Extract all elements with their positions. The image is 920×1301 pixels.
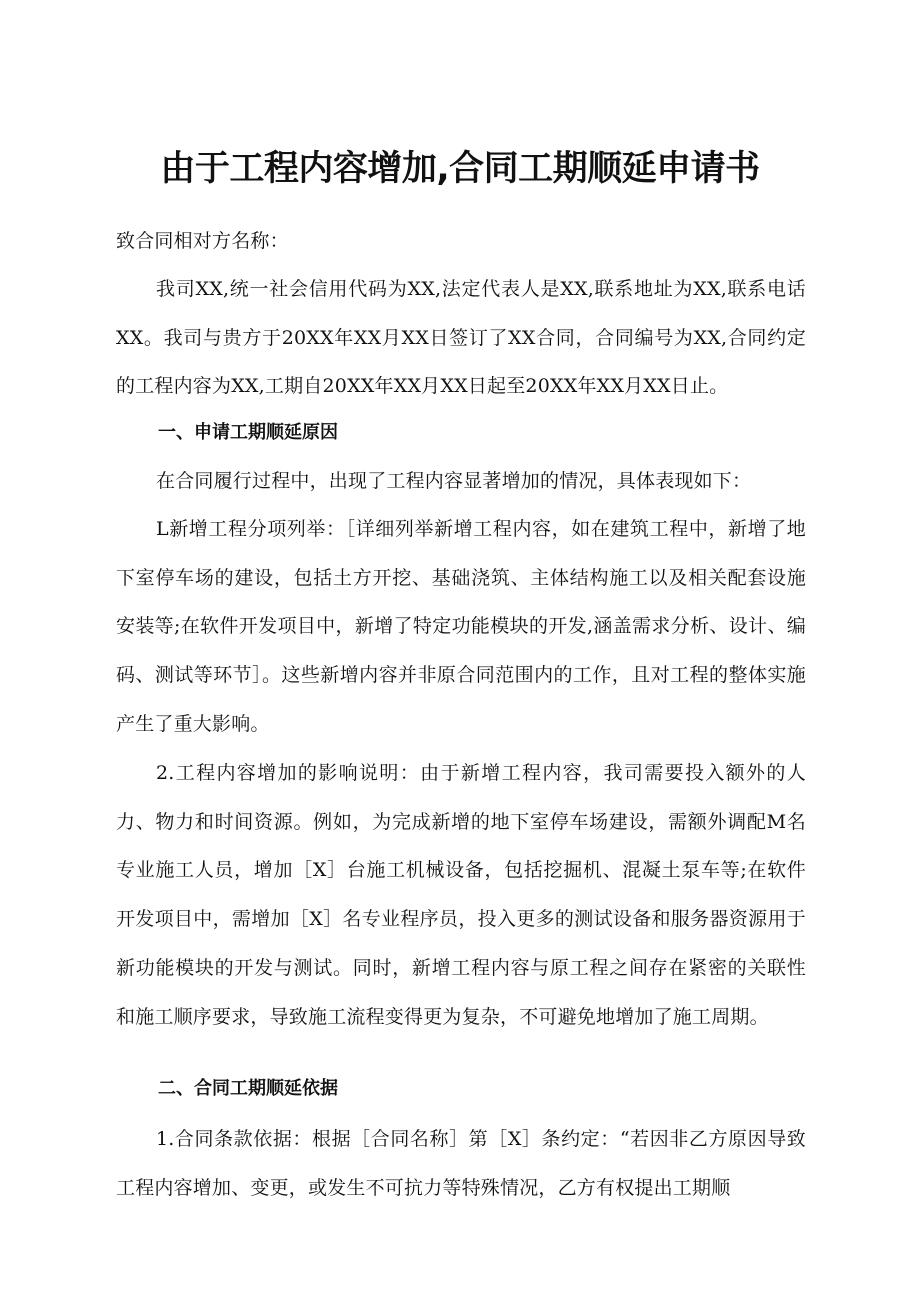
intro-paragraph: 我司XX,统一社会信用代码为XX,法定代表人是XX,联系地址为XX,联系电话XX。我司与贵方于20XX年XX月XX日签订了XX合同，合同编号为XX,合同约定的工程内容为XX,工期自20XX年XX月XX日起至20XX年XX月XX日止。 <box>116 278 806 398</box>
document-title: 由于工程内容增加,合同工期顺延申请书 <box>160 149 760 190</box>
section1-item2: 2.工程内容增加的影响说明：由于新增工程内容，我司需要投入额外的人力、物力和时间资源。例如，为完成新增的地下室停车场建设，需额外调配M名专业施工人员，增加［X］台施工机械设备，包括挖掘机、混凝土泵车等;在软件开发项目中，需增加［X］名专业程序员，投入更多的测试设备和服务器资源用于新功能模块的开发与测试。同时，新增工程内容与原工程之间存在紧密的关联性和施工顺序要求，导致施工流程变得更为复杂，不可避免地增加了施工周期。 <box>116 762 806 1028</box>
section2-heading: 二、合同工期顺延依据 <box>158 1078 338 1099</box>
section2-item1: 1.合同条款依据：根据［合同名称］第［X］条约定：“若因非乙方原因导致工程内容增加、变更，或发生不可抗力等特殊情况，乙方有权提出工期顺 <box>116 1128 806 1199</box>
section1-item1: L新增工程分项列举：［详细列举新增工程内容，如在建筑工程中，新增了地下室停车场的建设，包括土方开挖、基础浇筑、主体结构施工以及相关配套设施安装等;在软件开发项目中，新增了特定功能模块的开发,涵盖需求分析、设计、编码、测试等环节］。这些新增内容并非原合同范围内的工作，且对工程的整体实施产生了重大影响。 <box>116 518 806 735</box>
section1-lead: 在合同履行过程中，出现了工程内容显著增加的情况，具体表现如下： <box>156 470 752 492</box>
section1-heading: 一、申请工期顺延原因 <box>158 422 338 443</box>
salutation: 致合同相对方名称： <box>116 230 289 252</box>
